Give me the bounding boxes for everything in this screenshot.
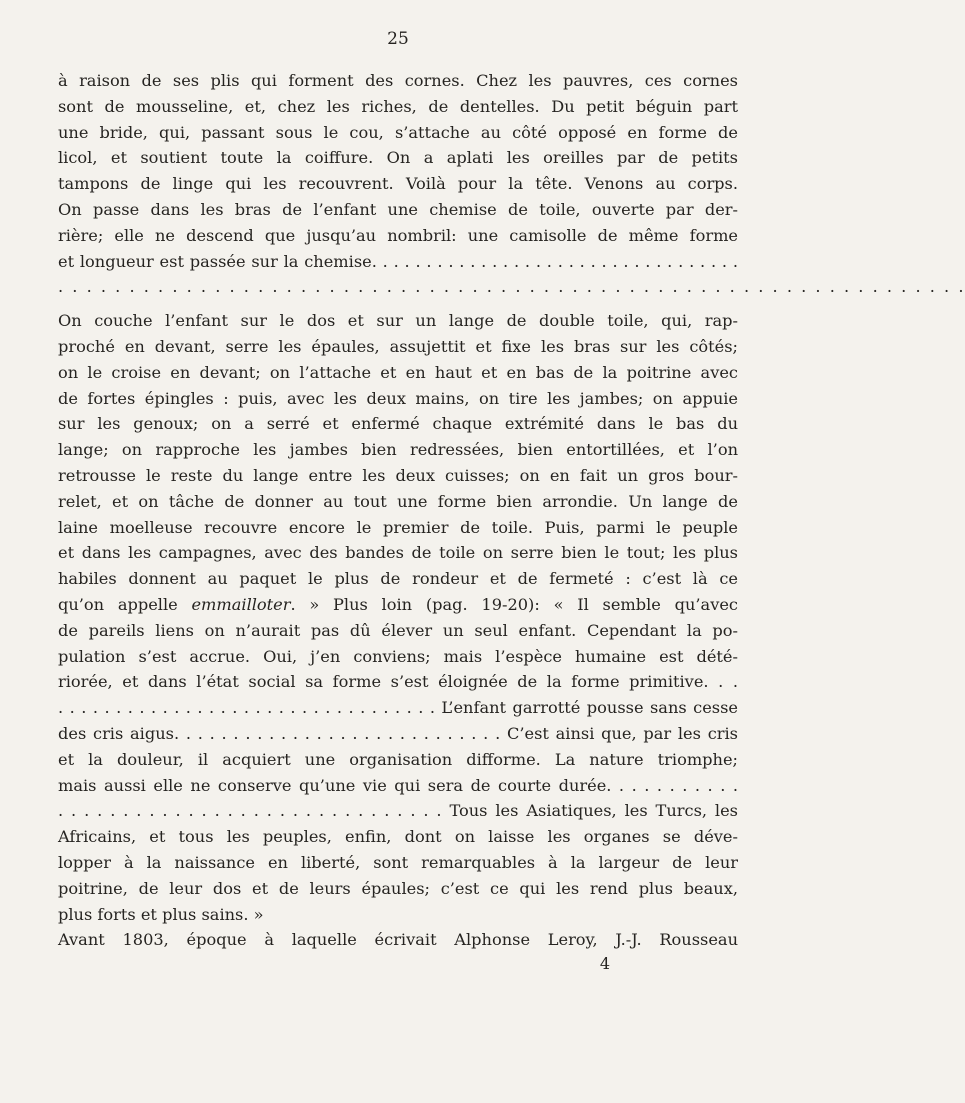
- text-line: retrousse le reste du lange entre les deux cuisses; on en fait un gros bour-: [58, 465, 738, 485]
- text-line: une bride, qui, passant sous le cou, s’attache au côté opposé en forme de: [58, 122, 738, 142]
- body-text: [58, 68, 965, 953]
- text-line: des cris aigus. . . . . . . . . . . . . . . . . . . . . . . . . . . . C’est ainsi que, par les cris: [58, 723, 738, 743]
- text-line: lange; on rapproche les jambes bien redressées, bien entortillées, et l’on: [58, 440, 738, 460]
- text-line-emmailloter: [58, 592, 738, 618]
- text-line: . . . . . . . . . . . . . . . . . . . . . . . . . . . . . . . . . L’enfant garrotté pousse sans cesse: [58, 698, 738, 718]
- text-line: et dans les campagnes, avec des bandes de toile on serre bien le tout; les plus: [58, 543, 738, 563]
- text-line: poitrine, de leur dos et de leurs épaules; c’est ce qui les rend plus beaux,: [58, 878, 738, 898]
- text-line: proché en devant, serre les épaules, assujettit et fixe les bras sur les côtés;: [58, 336, 738, 356]
- text-line: relet, et on tâche de donner au tout une forme bien arrondie. Un lange de: [58, 491, 738, 511]
- text-line: de fortes épingles : puis, avec les deux mains, on tire les jambes; on appuie: [58, 388, 738, 408]
- text-line: sont de mousseline, et, chez les riches, de dentelles. Du petit béguin part: [58, 96, 738, 116]
- text-line: On couche l’enfant sur le dos et sur un lange de double toile, qui, rap-: [58, 311, 738, 331]
- text-line: Africains, et tous les peuples, enfin, dont on laisse les organes se déve-: [58, 827, 738, 847]
- text-line: . . . . . . . . . . . . . . . . . . . . . . . . . . . . . . Tous les Asiatiques, les Turcs, les: [58, 801, 738, 821]
- text-line: lopper à la naissance en liberté, sont remarquables à la largeur de leur: [58, 852, 738, 872]
- text-line: licol, et soutient toute la coiffure. On a aplati les oreilles par de petits: [58, 148, 738, 168]
- text-fragment: qu’on appelle: [58, 594, 192, 614]
- text-line: On passe dans les bras de l’enfant une chemise de toile, ouverte par der-: [58, 199, 738, 219]
- text-line: et longueur est passée sur la chemise. . . . . . . . . . . . . . . . . . . . . . . . . . . . . . . . . .: [58, 251, 738, 271]
- text-line: riorée, et dans l’état social sa forme s’est éloignée de la forme primitive. . .: [58, 672, 738, 692]
- text-line: tampons de linge qui les recouvrent. Voilà pour la tête. Venons au corps.: [58, 174, 738, 194]
- text-line: Avant 1803, époque à laquelle écrivait Alphonse Leroy, J.-J. Rousseau: [58, 930, 738, 950]
- italic-term: emmailloter: [191, 594, 291, 614]
- text-line: à raison de ses plis qui forment des cornes. Chez les pauvres, ces cornes: [58, 71, 738, 90]
- text-line: plus forts et plus sains. »: [58, 904, 264, 924]
- text-line: rière; elle ne descend que jusqu’au nombril: une camisolle de même forme: [58, 225, 738, 245]
- signature-mark: 4: [599, 954, 610, 974]
- text-line: et la douleur, il acquiert une organisation difforme. La nature triomphe;: [58, 749, 738, 769]
- text-line: sur les genoux; on a serré et enfermé chaque extrémité dans le bas du: [58, 414, 738, 434]
- text-line: on le croise en devant; on l’attache et en haut et en bas de la poitrine avec: [58, 362, 738, 382]
- text-fragment: . » Plus loin (pag. 19-20): « Il semble qu’avec: [290, 594, 738, 614]
- text-line: mais aussi elle ne conserve qu’une vie qui sera de courte durée. . . . . . . . . . .: [58, 775, 738, 795]
- text-line: pulation s’est accrue. Oui, j’en conviens; mais l’espèce humaine est dété-: [58, 646, 738, 666]
- text-line: habiles donnent au paquet le plus de rondeur et de fermeté : c’est là ce: [58, 569, 738, 589]
- page-number: 25: [387, 29, 409, 49]
- paragraph-gap: [58, 300, 738, 308]
- dotted-line: . . . . . . . . . . . . . . . . . . . . . . . . . . . . . . . . . . . . . . . . . . . . . . . . . . . . . . . . . . . . . . . .: [58, 277, 965, 297]
- text-line: laine moelleuse recouvre encore le premier de toile. Puis, parmi le peuple: [58, 517, 738, 537]
- text-line: de pareils liens on n’aurait pas dû élever un seul enfant. Cependant la po-: [58, 620, 738, 640]
